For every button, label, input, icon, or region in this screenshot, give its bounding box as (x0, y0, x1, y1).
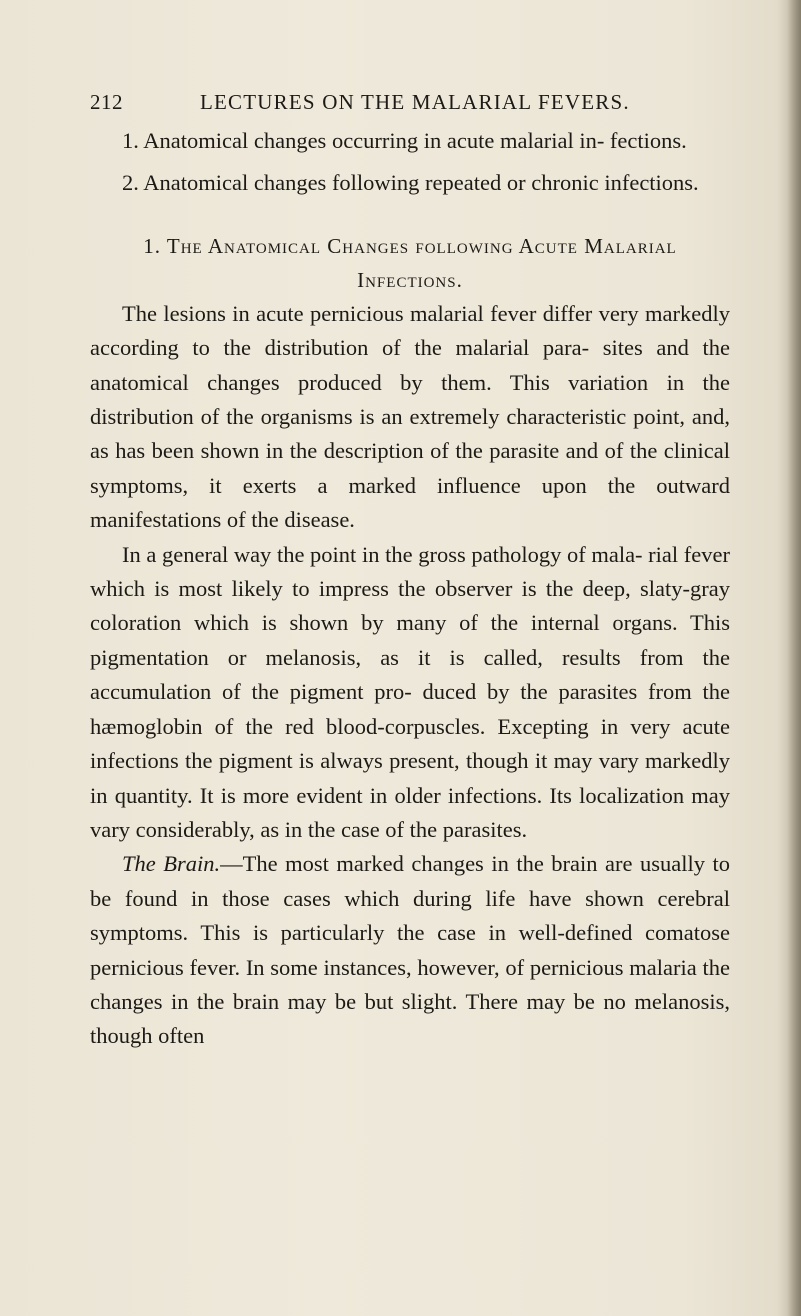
brain-text: —The most marked changes in the brain are usually to be found in those cases which during life have shown cerebral symptoms. This is particularly the case in well-defined comatose pernicious fever. In some instances, however, of pernicious malaria the changes in the brain may be but slight. There may be no melanosis, though often (90, 851, 730, 1049)
paragraph-brain (90, 847, 730, 1053)
list-item-acute: 1. Anatomical changes occurring in acute malarial in- fections. (122, 128, 687, 153)
list-item-chronic: 2. Anatomical changes following repeated or chronic infections. (122, 170, 699, 196)
page-header (90, 90, 750, 120)
paragraph-lesions: The lesions in acute pernicious malarial fever differ very markedly according to the distribution of the malarial para- sites and the anatomical changes produced by them. This variation in the distribution of the organisms is an extremely characteristic point, and, as has been shown in the description of the parasite and of the clinical symptoms, it exerts a marked influence upon the outward manifestations of the disease. (90, 300, 730, 533)
page-number: 212 (90, 90, 123, 114)
running-head: LECTURES ON THE MALARIAL FEVERS. (200, 90, 630, 114)
brain-subheading: The Brain. (122, 851, 221, 877)
section-heading: 1. The Anatomical Changes following Acute Malarial Infections. (143, 233, 677, 292)
paragraph-pigmentation: In a general way the point in the gross pathology of mala- rial fever which is most likely to impress the observer is the deep, slaty-gray coloration which is shown by many of the internal organs. This pigmentation or melanosis, as it is called, results from the accumulation of the pigment pro- duced by the parasites from the hæmoglobin of the red blood-corpuscles. Excepting in very acute infections the pigment is always present, though it may vary markedly in quantity. It is more evident in older infections. Its localization may vary considerably, as in the case of the parasites. (90, 541, 730, 842)
body-text (90, 124, 730, 1054)
page-edge-shadow (787, 0, 801, 1316)
